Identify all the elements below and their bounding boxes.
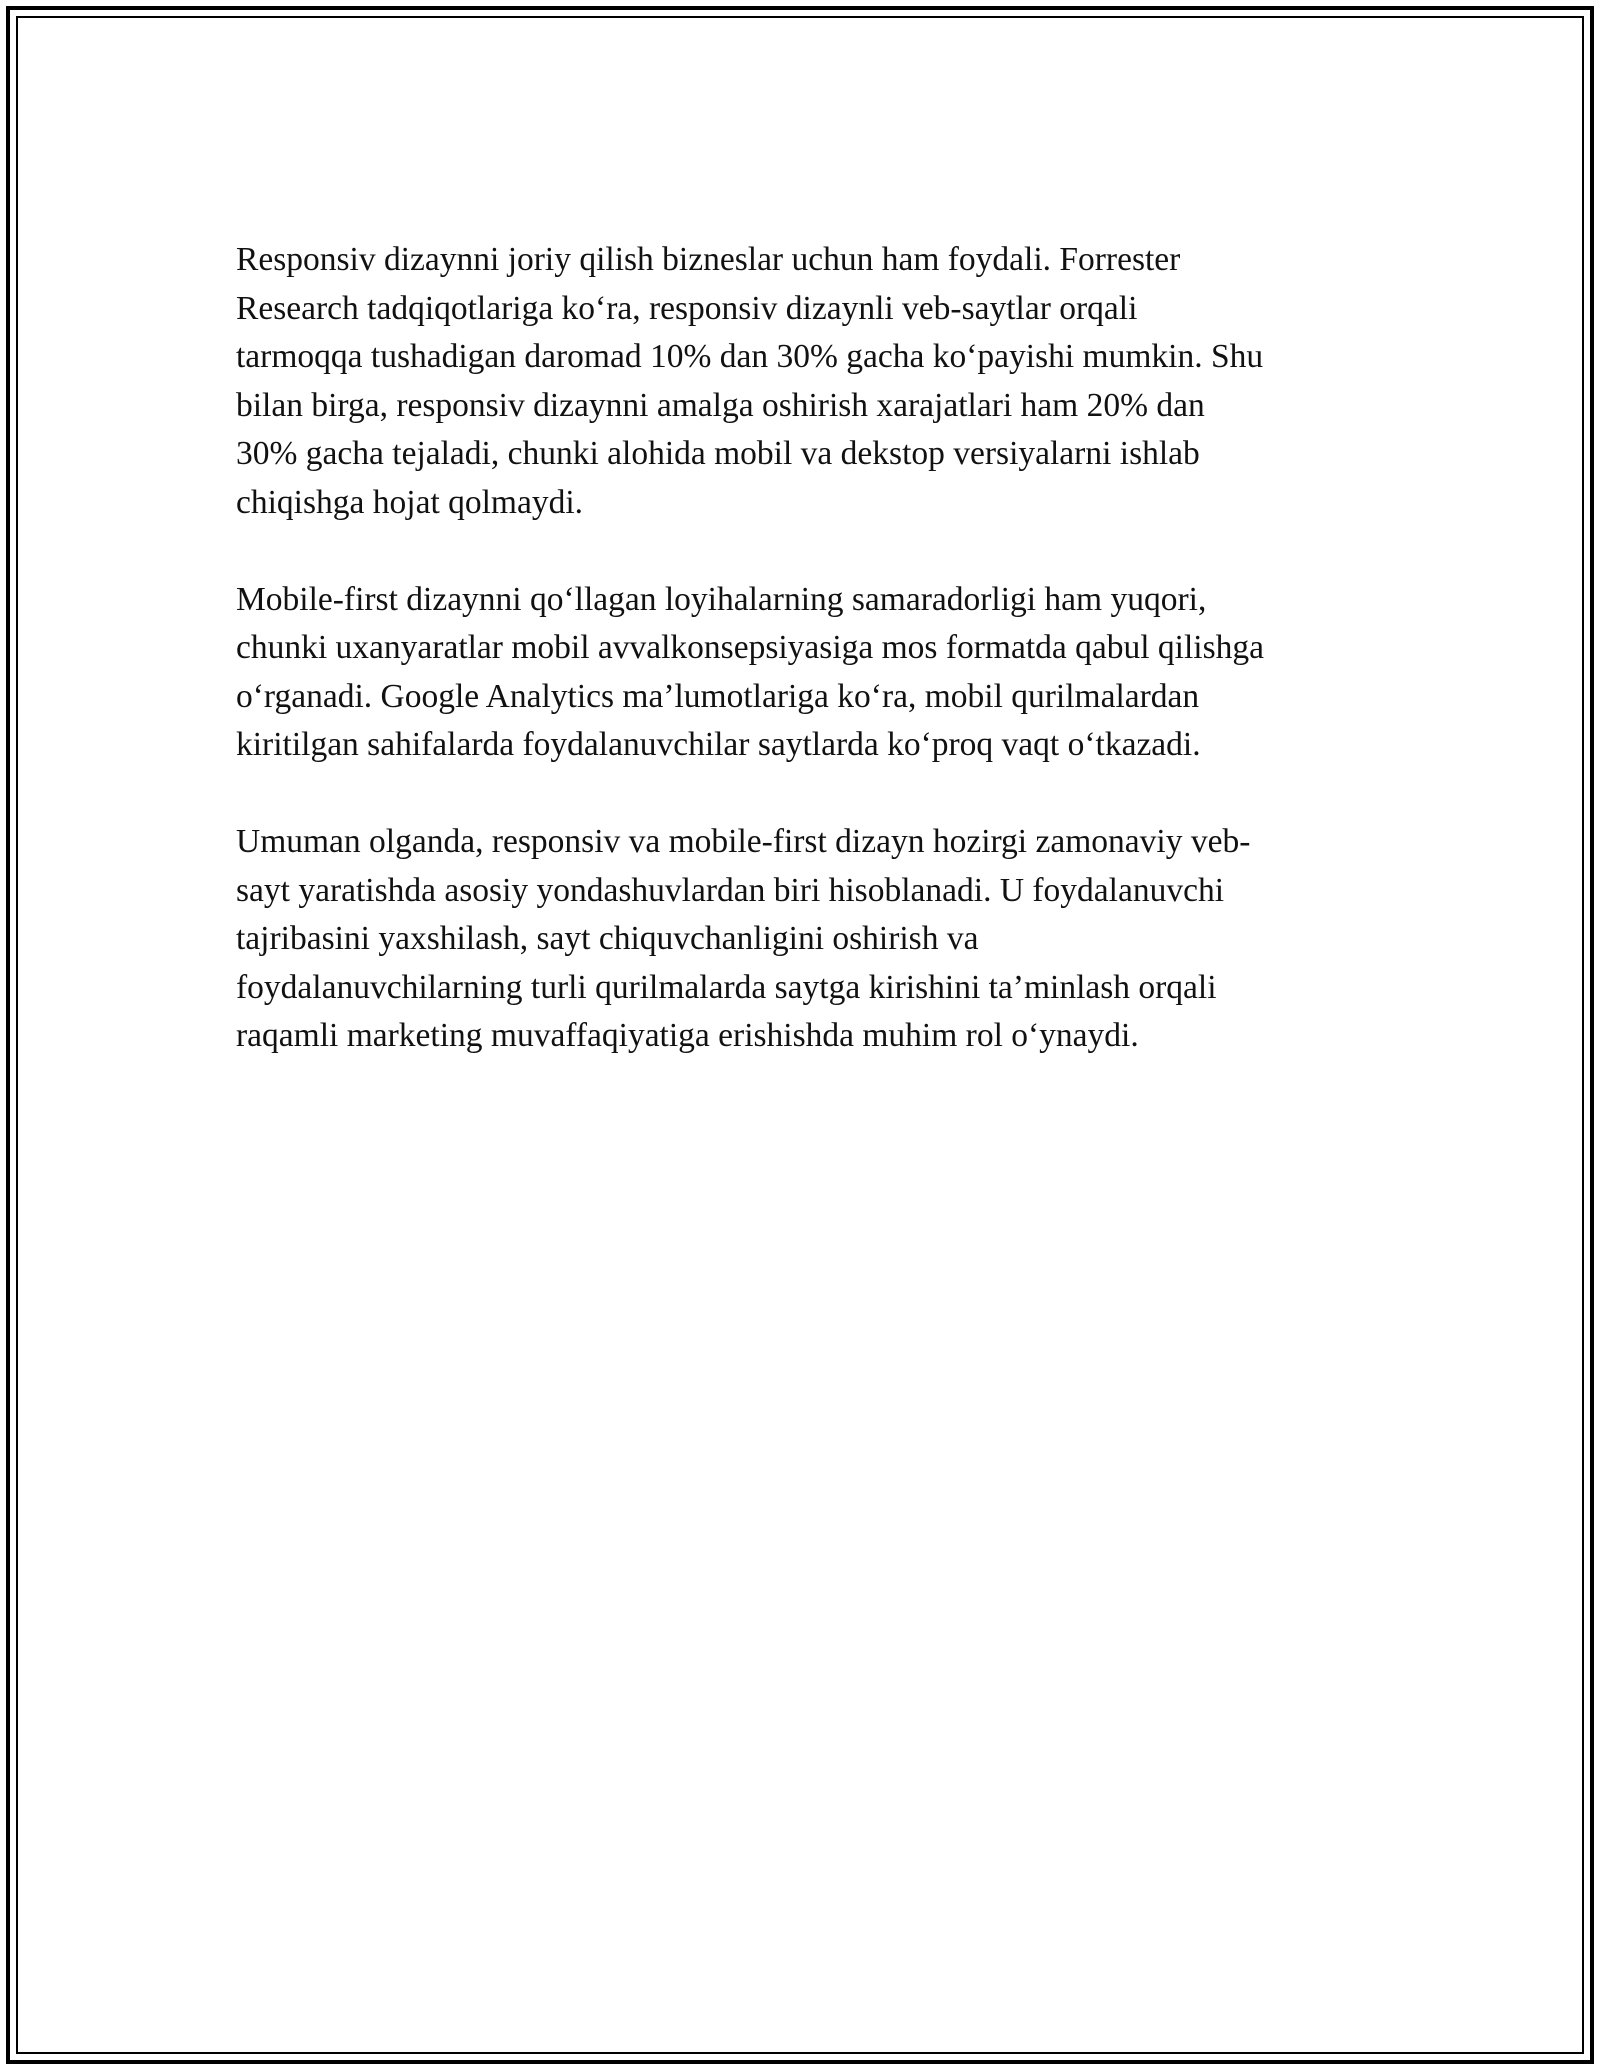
text-line: tarmoqqa tushadigan daromad 10% dan 30% gacha ko‘payishi mumkin. Shu [236, 338, 1264, 375]
text-line: chiqishga hojat qolmaydi. [236, 483, 584, 521]
text-line: sayt yaratishda asosiy yondashuvlardan biri hisoblanadi. U foydalanuvchi [236, 871, 1225, 909]
paragraph-conclusion [236, 818, 1366, 1061]
text-line: Umuman olganda, responsiv va mobile-first dizayn hozirgi zamonaviy veb- [236, 823, 1251, 860]
text-line: tajribasini yaxshilash, sayt chiquvchanligini oshirish va [236, 920, 979, 957]
text-line: bilan birga, responsiv dizaynni amalga oshirish xarajatlari ham 20% dan [236, 386, 1205, 424]
text-line: kiritilgan sahifalarda foydalanuvchilar saytlarda ko‘proq vaqt o‘tkazadi. [236, 726, 1201, 763]
text-line: raqamli marketing muvaffaqiyatiga erishishda muhim rol o‘ynaydi. [236, 1017, 1139, 1054]
text-line: Mobile-first dizaynni qo‘llagan loyihalarning samaradorligi ham yuqori, [236, 580, 1207, 618]
text-line: 30% gacha tejaladi, chunki alohida mobil va dekstop versiyalarni ishlab [236, 435, 1200, 472]
paragraph-business-benefits [236, 236, 1366, 527]
document-body [236, 236, 1366, 1109]
text-line: Responsiv dizaynni joriy qilish bizneslar uchun ham foydali. Forrester [236, 241, 1181, 278]
text-line: chunki uxanyaratlar mobil avvalkonsepsiyasiga mos formatda qabul qilishga [236, 629, 1265, 666]
text-line: o‘rganadi. Google Analytics ma’lumotlariga ko‘ra, mobil qurilmalardan [236, 677, 1200, 715]
paragraph-mobile-first [236, 576, 1366, 770]
text-line: Research tadqiqotlariga ko‘ra, responsiv dizaynli veb-saytlar orqali [236, 289, 1138, 327]
text-line: foydalanuvchilarning turli qurilmalarda saytga kirishini ta’minlash orqali [236, 968, 1217, 1006]
